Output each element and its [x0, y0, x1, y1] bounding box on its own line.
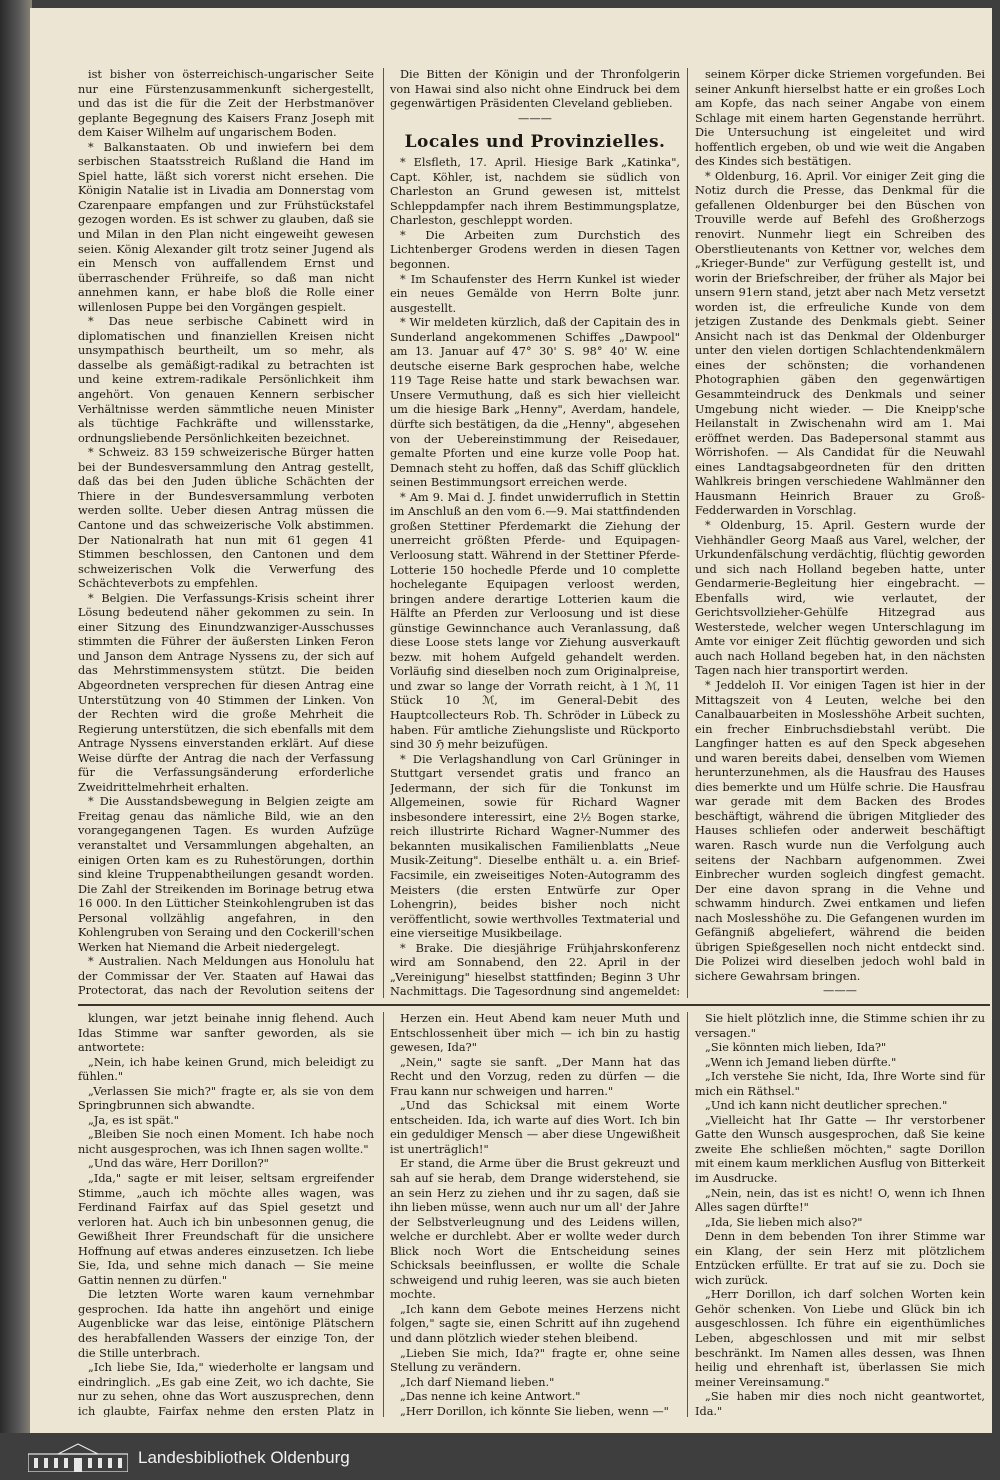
- serial-column-1: [78, 1012, 374, 1417]
- paragraph: „Ich verstehe Sie nicht, Ida, Ihre Worte sind für mich ein Räthsel.": [695, 1070, 985, 1098]
- paragraph: „Und das Schicksal mit einem Worte entscheiden. Ida, ich warte auf dies Wort. Ich bin ein geduldiger Mensch — aber diese Ungewißheit ist unerträglich!": [390, 1099, 680, 1156]
- paragraph: Er stand, die Arme über die Brust gekreuzt und sah auf sie herab, dem Drange widerstehend, sie an sein Herz zu ziehen und ihr zu sagen, daß sie ihn lieben müsse, wenn auch nur um all' der Jahre der Selbstverleugnung und des Leidens willen, welche er durchlebt. Aber er wollte weder durch Blick noch Wort die Entscheidung seines Schicksals beeinflussen, er wollte die Schale schweigend und ruhig leeren, was sie auch bieten mochte.: [390, 1157, 680, 1302]
- paragraph: * Jeddeloh II. Vor einigen Tagen ist hier in der Mittagszeit von 4 Leuten, welche bei den Canalbauarbeiten in Moslesshöhe Arbeit suchten, ein frecher Einbruchsdiebstahl verübt. Die Langfinger hatten es auf den Speck abgesehen und waren bereits dabei, denselben vom Wiemen herunterzunehmen, als die Hausfrau des Hauses dies bemerkte und um Hülfe schrie. Die Hausfrau war gerade mit dem Backen des Brodes beschäftigt, während die übrigen Mitglieder des Hauses schliefen oder anderweit beschäftigt waren. Rasch wurde nun die Verfolgung auch seitens der Nachbarn aufgenommen. Zwei Einbrecher wurden sogleich dingfest gemacht. Der eine davon sprang in die Vehne und schwamm hindurch. Zwei entkamen und liefen nach Moslesshöhe zu. Die Gefangenen wurden im Gefängniß abgeliefert, während die beiden übrigen Spießgesellen noch nicht entdeckt sind. Die Polizei wird dieselben jedoch wohl bald in sichere Gewahrsam bringen.: [695, 678, 985, 983]
- paragraph: * Am 9. Mai d. J. findet unwiderruflich in Stettin im Anschluß an den vom 6.—9. Mai stattfindenden großen Stettiner Pferdemarkt die Ziehung der unerreicht größten Pferde- und Equipagen-Verloosung statt. Während in der Stettiner Pferde-Lotterie 150 hochedle Pferde und 10 complette hochelegante Equipagen verloost werden, bringen andere derartige Lotterien kaum die Hälfte an Pferden zur Verloosung und ist diese günstige Gewinnchance auch Veranlassung, daß diese Loose stets lange vor Ziehung ausverkauft bezw. mit hohem Aufgeld gehandelt werden. Vorläufig sind dieselben noch zum Originalpreise, und zwar so lange der Vorrath reicht, à 1 ℳ, 11 Stück 10 ℳ, im General-Debit des Hauptcollecteurs Rob. Th. Schröder in Lübeck zu haben. Für amtliche Ziehungsliste und Rückporto sind 30 ℌ mehr beizufügen.: [390, 490, 680, 752]
- paragraph: ist bisher von österreichisch-ungarischer Seite nur eine Fürstenzusammenkunft sichergestellt, und das ist die für die Zeit der Herbstmanöver geplante Begegnung des Kaisers Franz Joseph mit dem Kaiser Wilhelm auf ungarischem Boden.: [78, 68, 374, 140]
- paragraph: * Das neue serbische Cabinett wird in diplomatischen und finanziellen Kreisen nicht unsympathisch beurtheilt, um so mehr, als dasselbe als gemäßigt-radikal zu betrachten ist und keine extrem-radikale Persönlichkeit ihm angehört. Von genauen Kennern serbischer Verhältnisse werden sämmtliche neuen Minister als tüchtige Fachkräfte und willensstarke, ordnungsliebende Persönlichkeiten bezeichnet.: [78, 315, 374, 445]
- paragraph: * Oldenburg, 16. April. Vor einiger Zeit ging die Notiz durch die Presse, das Denkmal für die gefallenen Oldenburger bei den Büschen von Trouville werde auf Befehl des Großherzogs renovirt. Nunmehr liegt ein Schreiben des Oberstlieutenants von Kettner vor, welches dem „Krieger-Bunde" zur Verfügung gestellt ist, und worin der Briefschreiber, der früher als Major bei unsern 91ern stand, jetzt aber nach Metz versetzt worden ist, die erfreuliche Kunde von dem jetzigen Zustande des Denkmals giebt. Seiner Ansicht nach ist das Denkmal der Oldenburger unter den vielen dortigen Schlachtendenkmälern eines der schönsten; die vorhandenen Photographien gäben den gegenwärtigen Gesammteindruck des Denkmals und seiner Umgebung nicht wieder. — Die Kneipp'sche Heilanstalt in Zwischenahn wird am 1. Mai eröffnet werden. Das Badepersonal stammt aus Wörrishofen. — Als Candidat für die Neuwahl eines Landtagsabgeordneten für den dritten Wahlkreis bringen verschiedene Wahlmänner den Hausmann Heinrich Brauer zu Groß-Fedderwarden in Vorschlag.: [695, 169, 985, 518]
- paragraph: klungen, war jetzt beinahe innig flehend. Auch Idas Stimme war sanfter geworden, als sie antwortete:: [78, 1012, 374, 1055]
- paragraph: „Das nenne ich keine Antwort.": [400, 1390, 581, 1404]
- divider: ———: [518, 111, 552, 125]
- paragraph: * Die Verlagshandlung von Carl Grüninger in Stuttgart versendet gratis und franco an Jedermann, der sich für die Tonkunst im Allgemeinen, sowie für Richard Wagner insbesondere interessirt, eine 2½ Bogen starke, reich illustrirte Richard Wagner-Nummer des bekannten musikalischen Familienblatts „Neue Musik-Zeitung". Dieselbe enthält u. a. ein Brief-Facsimile, ein zweiseitiges Noten-Autogramm des Meisters (die ersten Entwürfe zur Oper Lohengrin), beides bisher noch nicht veröffentlicht, sowie werthvolles Textmaterial und eine vierseitige Musikbeilage.: [390, 752, 680, 941]
- paragraph: „Verlassen Sie mich?" fragte er, als sie von dem Springbrunnen sich abwandte.: [78, 1084, 374, 1113]
- article-column-2: [390, 68, 680, 998]
- column-rule: [687, 68, 688, 998]
- paragraph: „Ich liebe Sie, Ida," wiederholte er langsam und eindringlich. „Es gab eine Zeit, wo ich dachte, Sie nur zu sehen, ohne das Wort auszusprechen, denn ich glaubte, Fairfax nehme den ersten Platz in: [78, 1361, 374, 1417]
- paragraph: „Ich kann dem Gebote meines Herzens nicht folgen," sagte sie, einen Schritt auf ihn zugehend und dann plötzlich wieder stehen bleibend.: [390, 1302, 680, 1346]
- column-rule: [383, 68, 384, 998]
- paragraph: „Wenn ich Jemand lieben dürfte.": [705, 1055, 897, 1069]
- column-rule: [687, 1012, 688, 1417]
- library-building-logo: [28, 1442, 128, 1472]
- paragraph: „Nein, ich habe keinen Grund, mich beleidigt zu fühlen.": [78, 1055, 374, 1084]
- paragraph: * Schweiz. 83 159 schweizerische Bürger hatten bei der Bundesversammlung den Antrag gestellt, daß das bei den Juden übliche Schächten der Thiere in der Bundesversammlung verboten werden sollte. Ueber diesen Antrag müssen die Cantone und das schweizerische Volk abstimmen. Der Nationalrath hat nun mit 61 gegen 41 Stimmen beschlossen, den Cantonen und dem schweizerischen Volk die Verwerfung des Schächteverbots zu empfehlen.: [78, 446, 374, 591]
- book-binding: [0, 0, 32, 1480]
- paragraph: * Die Arbeiten zum Durchstich des Lichtenberger Grodens werden in diesen Tagen begonnen.: [390, 228, 680, 272]
- paragraph: „Ida," sagte er mit leiser, seltsam ergreifender Stimme, „auch ich möchte alles wagen, was Ferdinand Fairfax auf das Spiel gesetzt und verloren hat. Auch ich bin unbesonnen genug, die Gewißheit Ihrer Freundschaft für die unsichere Hoffnung auf etwas anderes einzusetzen. Ich liebe Sie, Ida, und sehne mich danach — Sie meine Gattin nennen zu dürfen.": [78, 1172, 374, 1287]
- paragraph: * Balkanstaaten. Ob und inwiefern bei dem serbischen Staatsstreich Rußland die Hand im Spiel hatte, läßt sich vorerst nicht ersehen. Die Königin Natalie ist in Livadia am Donnerstag vom Czarenpaare empfangen und zur Frühstückstafel gezogen worden. Es ist schwer zu glauben, daß sie und Milan in den Plan nicht eingeweiht gewesen seien. König Alexander gilt trotz seiner Jugend als ein Mensch von auffallendem Ernst und überraschender Frühreife, so daß man nicht annehmen kann, er habe bloß die Rolle einer willenlosen Puppe bei den Vorgängen gespielt.: [78, 140, 374, 314]
- paragraph: „Lieben Sie mich, Ida?" fragte er, ohne seine Stellung zu verändern.: [390, 1346, 680, 1375]
- paragraph: „Ich darf Niemand lieben.": [400, 1375, 555, 1389]
- section-heading-locales: Locales und Provinzielles.: [404, 132, 666, 153]
- serial-column-3: [695, 1012, 985, 1417]
- paragraph: Die Bitten der Königin und der Thronfolgerin von Hawai sind also nicht ohne Eindruck bei dem gegenwärtigen Präsidenten Cleveland geblieben.: [390, 68, 680, 111]
- paragraph: „Vielleicht hat Ihr Gatte — Ihr verstorbener Gatte den Wunsch ausgesprochen, daß Sie keine zweite Ehe schließen möchten," sagte Dorillon mit einem kaum merklichen Ausflug von Bitterkeit im Ausdrucke.: [695, 1113, 985, 1186]
- article-column-3: [695, 68, 985, 998]
- paragraph: „Bleiben Sie noch einen Moment. Ich habe noch nicht ausgesprochen, was ich Ihnen sagen wollte.": [78, 1128, 374, 1156]
- feuilleton-rule: [78, 1004, 990, 1006]
- paragraph: seinem Körper dicke Striemen vorgefunden. Bei seiner Ankunft hierselbst hatte er ein großes Loch am Kopfe, das nach seiner Angabe von einem Schlage mit einem harten Gegenstande herrührt. Die Untersuchung ist eingeleitet und wird hoffentlich ergeben, ob und wie weit die Angaben des Kindes sich bestätigen.: [695, 68, 985, 169]
- column-rule: [383, 1012, 384, 1417]
- paragraph: Die letzten Worte waren kaum vernehmbar gesprochen. Ida hatte ihn angehört und einige Augenblicke war das leise, eintönige Plätschern des herabfallenden Wassers der einzige Ton, der die Stille unterbrach.: [78, 1288, 374, 1360]
- paragraph: „Herr Dorillon, ich darf solchen Worten kein Gehör schenken. Von Liebe und Glück bin ich ausgeschlossen. Ich führe ein eigenthümliches Leben, abgeschlossen und mit mir selbst beschränkt. Im Namen alles dessen, was Ihnen heilig und ehrenhaft ist, überlassen Sie mich meiner Vereinsamung.": [695, 1288, 985, 1389]
- paragraph: * Im Schaufenster des Herrn Kunkel ist wieder ein neues Gemälde von Herrn Bolte junr. ausgestellt.: [390, 272, 680, 315]
- library-name: Landesbibliothek Oldenburg: [138, 1448, 350, 1467]
- paragraph: „Sie könnten mich lieben, Ida?": [705, 1041, 887, 1055]
- paragraph: * Die Ausstandsbewegung in Belgien zeigte am Freitag genau das nämliche Bild, wie an den vorangegangenen Tagen. Es wurden Aufzüge veranstaltet und Versammlungen abgehalten, an einigen Orten kam es zu Ruhestörungen, dorthin sind kleine Truppenabtheilungen gesandt worden. Die Zahl der Streikenden im Borinage betrug etwa 16 000. In den Lütticher Steinkohlengruben ist das Personal vollzählig angefahren, in den Kohlengruben von Seraing und den Cockerill'schen Werken hat Niemand die Arbeit niedergelegt.: [78, 795, 374, 954]
- paragraph: * Wir meldeten kürzlich, daß der Capitain des in Sunderland angekommenen Schiffes „Dawpool" am 13. Januar auf 47° 30' S. 98° 40' W. eine deutsche eiserne Bark gesprochen habe, welche 119 Tage Reise hatte und stark bewachsen war. Unsere Vermuthung, daß es sich hier vielleicht um die hiesige Bark „Henny", Averdam, handele, dürfte sich bestätigen, da die „Henny", abgesehen von der Uebereinstimmung der Reisedauer, gemalte Pforten und eine kurze volle Poop hat. Demnach steht zu hoffen, daß das Schiff glücklich seinen Bestimmungsort erreichen werde.: [390, 316, 680, 490]
- paragraph: „Nein," sagte sie sanft. „Der Mann hat das Recht und den Vorzug, reden zu dürfen — die Frau kann nur schweigen und harren.": [390, 1055, 680, 1098]
- paragraph: Denn in dem bebenden Ton ihrer Stimme war ein Klang, der sein Herz mit plötzlichem Entzücken erfüllte. Er trat auf sie zu. Doch sie wich zurück.: [695, 1230, 985, 1287]
- paragraph: „Herr Dorillon, ich könnte Sie lieben, wenn —": [400, 1404, 669, 1417]
- article-column-1: [78, 68, 374, 998]
- paragraph: „Nein, nein, das ist es nicht! O, wenn ich Ihnen Alles sagen dürfte!": [695, 1186, 985, 1215]
- divider: ———: [823, 984, 857, 998]
- paragraph: * Elsfleth, 17. April. Hiesige Bark „Katinka", Capt. Köhler, ist, nachdem sie südlich von Charleston an Grund gewesen ist, mittelst Schleppdampfer nach ihrem Bestimmungsplatze, Charleston, geschleppt worden.: [390, 156, 680, 228]
- paragraph: * Australien. Nach Meldungen aus Honolulu hat der Commissar der Ver. Staaten auf Hawai das Protectorat, das nach der Revolution seitens der: [78, 955, 374, 998]
- paragraph: „Ida, Sie lieben mich also?": [705, 1215, 863, 1229]
- paragraph: * Oldenburg, 15. April. Gestern wurde der Viehhändler Georg Maaß aus Varel, welcher, der Urkundenfälschung verdächtig, flüchtig geworden und sich nach Holland begeben hatte, unter Gendarmerie-Begleitung hier eingebracht. — Ebenfalls wird, wie verlautet, der Gerichtsvollzieher-Gehülfe Hitzegrad aus Westerstede, welcher wegen Unterschlagung im Amte vor einiger Zeit flüchtig geworden und sich auch nach Holland begeben hat, in den nächsten Tagen nach hier transportirt werden.: [695, 518, 985, 678]
- paragraph: * Brake. Die diesjährige Frühjahrskonferenz wird am Sonnabend, den 22. April in der „Vereinigung" hieselbst stattfinden; Beginn 3 Uhr Nachmittags. Die Tagesordnung sind angemeldet:: [390, 941, 680, 998]
- paragraph: „Ja, es ist spät.": [88, 1113, 180, 1127]
- paragraph: „Und ich kann nicht deutlicher sprechen.": [705, 1099, 948, 1113]
- serial-column-2: [390, 1012, 680, 1417]
- paragraph: * Belgien. Die Verfassungs-Krisis scheint ihrer Lösung bedeutend näher gekommen zu sein. In einer Sitzung des Einundzwanziger-Ausschusses stimmten die Führer der äußersten Linken Feron und Janson dem Antrage Nyssens zu, der sich auf das Mehrstimmensystem stützt. Die beiden Abgeordneten versprechen für diesen Antrag eine Unterstützung von 40 Stimmen der Linken. Von der Rechten wird die große Mehrheit die Regierung unterstützen, die sich ebenfalls mit dem Antrage Nyssens einverstanden erklärt. Auf diese Weise dürfte der Antrag die nach der Verfassung für die Verfassungsänderung erforderliche Zweidrittelmehrheit erhalten.: [78, 591, 374, 794]
- paragraph: „Und das wäre, Herr Dorillon?": [88, 1157, 269, 1171]
- paragraph: Sie hielt plötzlich inne, die Stimme schien ihr zu versagen.": [695, 1012, 985, 1040]
- paragraph: „Sie haben mir dies noch nicht geantwortet, Ida.": [695, 1390, 985, 1417]
- paragraph: Herzen ein. Heut Abend kam neuer Muth und Entschlossenheit über mich — ich bin zu hastig gewesen, Ida?": [390, 1012, 680, 1055]
